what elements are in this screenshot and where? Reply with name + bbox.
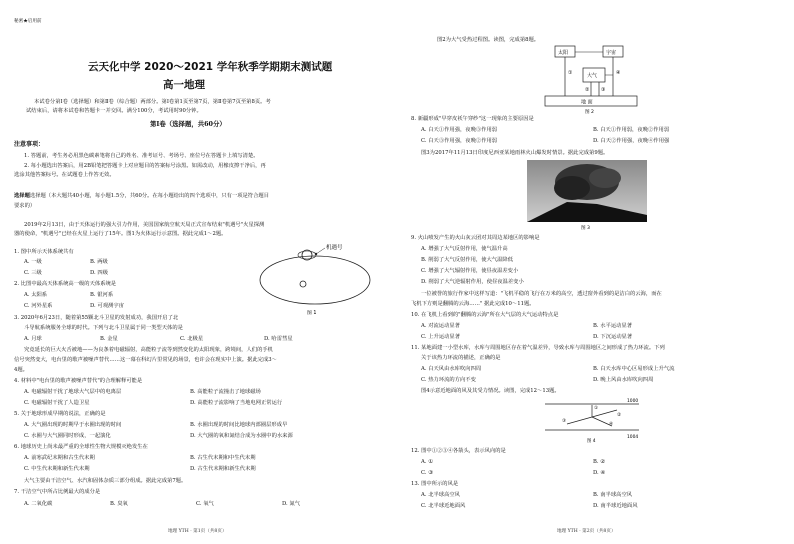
arrow-2 [592, 410, 617, 417]
fig4-a: ① [594, 406, 599, 411]
q10-opt-c: C. 上升运动显著 [421, 334, 461, 340]
fig4-d: ④ [609, 422, 614, 427]
exam-subtitle: 高一地理 [163, 79, 205, 91]
q4-opt-d: D. 高能粒子流影响了当地电网正常运行 [190, 400, 283, 406]
q3-opt-a: A. 月球 [24, 336, 42, 342]
q2-stem: 2. 比图中最高天体系统高一级的天体系统是 [14, 281, 117, 287]
q3-opt-c: C. 北极星 [180, 336, 204, 342]
q8-opt-b: B. 白天①作用弱，夜晚②作用弱 [593, 127, 670, 133]
q12-opt-c: C. ③ [421, 470, 433, 476]
q2-opt-a: A. 太阳系 [24, 292, 48, 298]
ash-cloud-dark [554, 176, 590, 200]
q6-stem: 6. 地球历史上尚未最严重的全球性生物大规模灭绝发生在 [14, 444, 148, 450]
q13-opt-b: B. 南半球高空风 [593, 492, 633, 498]
q13-opt-d: D. 南半球近地面风 [593, 503, 638, 509]
fig3-caption: 图 3 [581, 226, 590, 230]
q9-opt-d: D. 削弱了大气逆辐射作用，使昼夜温差变小 [421, 279, 524, 285]
q11-opt-c: C. 热力环流的方向不变 [421, 377, 476, 383]
q6-opt-a: A. 前寒武纪末期和古生代末期 [24, 455, 95, 461]
mars-orbit [260, 256, 370, 304]
q12-opt-a: A. ① [421, 459, 433, 465]
q6-opt-c: C. 中生代末期和新生代末期 [24, 466, 90, 472]
q4-stem: 4. 材料中"电台里的歌声被噪声替代"的合理解释可能是 [14, 378, 143, 384]
part1-title: 第Ⅰ卷（选择题，共60分） [150, 120, 226, 128]
q13-opt-a: A. 北半球高空风 [421, 492, 460, 498]
note-1: 1. 答题前，考生务必用黑色碳素笔将自己的姓名、准考证号、考场号、座位号在答题卡上填写清楚。 [24, 153, 259, 159]
fig4-c: ③ [562, 419, 567, 424]
intro-line-1: 本试卷分第Ⅰ卷（选择题）和第Ⅱ卷（综合题）两部分。第Ⅰ卷第1页至第7页，第Ⅱ卷第7页至第8页。考 [34, 99, 271, 105]
fig1-probe-label: 机遇号 [326, 245, 343, 251]
q8-opt-d: D. 白天②作用强，夜晚④作用强 [593, 138, 670, 144]
fig2-caption: 图 2 [585, 110, 594, 114]
q11-opt-d: D. 晚上风由水库吹向四周 [593, 377, 654, 383]
fig2-n1: ① [568, 70, 573, 76]
ash-cloud-light [589, 168, 621, 188]
fig1-caption: 图 1 [307, 311, 317, 316]
passage1-line-2: 器的使命，"机遇号"已经在火星上运行了15年。图1为火体运行示意图。据此完成1～2题。 [14, 231, 227, 237]
fig2-space-label: 宇宙 [606, 50, 617, 56]
choice-head-2: 要求的） [14, 203, 36, 209]
passage2-line-2: 信号突然变大，电台里的歌声被噪声替代……这一幕在科幻片里常见的场景，也许会在现实中上演。据此完成3～ [14, 357, 277, 363]
fig2-n4: ④ [616, 70, 621, 76]
q11-stem-1: 11. 某地面建一小型水库，水库与周围地区存在着气温差异，导致水库与周围地区之间形成了热力环流。下列 [411, 345, 665, 351]
q4-opt-a: A. 电磁辐射干扰了地球大气层中的电离层 [24, 389, 122, 395]
q3-stem-2: 斗导航系统服务全球的时代。下列与北斗卫星属于同一类型天体的是 [24, 325, 183, 331]
exam-page-2 [397, 0, 794, 544]
notes-title: 注意事项： [14, 141, 45, 148]
q10-opt-d: D. 下沉运动显著 [593, 334, 633, 340]
q4-opt-c: C. 电磁辐射干扰了人造卫星 [24, 400, 90, 406]
q11-opt-a: A. 白天风由水库吹向四周 [421, 366, 482, 372]
q13-opt-c: C. 北半球近地面风 [421, 503, 466, 509]
fig2-n3: ③ [601, 87, 606, 93]
q6-opt-b: B. 古生代末期和中生代末期 [190, 455, 256, 461]
fig4-b: ② [617, 413, 622, 418]
passage6: 图4示意近地面的风及其受力情况。读图，完成12～13题。 [421, 388, 560, 394]
probe-leader-line [316, 248, 325, 254]
passage4: 图3为2017年11月13日印度尼西亚某地雨林火山爆发时情景。据此完成第9题。 [421, 150, 609, 156]
q11-stem-2: 关于该热力环流的描述，正确的是 [421, 355, 501, 361]
q2-opt-c: C. 河外星系 [24, 303, 53, 309]
q1-stem: 1. 图中所示天体系统共有 [14, 249, 74, 255]
passage2-line-1: 究竟延长的巨大火舌被地——为良条着电磁辐射，高能粒子流等到然变化的太阳现象，跨境间，人们的手机 [24, 347, 273, 353]
q1-opt-d: D. 四级 [90, 270, 109, 276]
q6-opt-d: D. 古生代末期和新生代末期 [190, 466, 256, 472]
figure-1-orbit-diagram [255, 240, 385, 318]
intro-line-2: 试结束后，请将本试卷和答题卡一并交回。满分100分，考试用时90分钟。 [26, 108, 202, 114]
q10-opt-b: B. 水平运动显著 [593, 323, 633, 329]
page2-footer: 地理 YTH · 第2页（共8页） [557, 529, 616, 534]
probe-orbit [298, 251, 316, 259]
fig4-caption: 图 4 [587, 439, 596, 444]
passage5-line-1: 一位被誉的旅行作家中这样写道："飞机平稳的飞行在万米的高空，透过窗外看到的是洁白的云海，而在 [421, 291, 662, 297]
fig2-n2: ② [585, 87, 590, 93]
q10-opt-a: A. 对流运动显著 [421, 323, 460, 329]
passage5-line-2: 飞机下方则是翻腾的云海……" 据此完成10～11题。 [411, 301, 535, 307]
passage3: 大气主要由干洁空气、水汽和固体杂质三部分组成。据此完成第7题。 [24, 478, 187, 484]
fig2-intro: 图2为大气受热过程图。读图，完成第8题。 [437, 37, 540, 43]
q1-opt-c: C. 三级 [24, 270, 42, 276]
q5-opt-d: D. 大气圈的氧和氮结合成为水圈中的水来源 [190, 433, 293, 439]
q12-stem: 12. 图中①②③④各箭头，表示风向的是 [411, 448, 506, 454]
fig2-atm-label: 大气 [587, 73, 598, 79]
q5-opt-c: C. 水圈与大气圈同时形成，一起演化 [24, 433, 111, 439]
fig4-p1: 1000 [627, 399, 639, 404]
confidential-mark: 秘密★启用前 [14, 19, 42, 24]
q13-stem: 13. 图中所示的风是 [411, 481, 459, 487]
q3-opt-b: B. 金星 [100, 336, 118, 342]
passage2-line-3: 4题。 [14, 367, 28, 373]
q9-opt-a: A. 增强了大气反射作用，使气温升高 [421, 246, 508, 252]
q2-opt-d: D. 可观测宇宙 [90, 303, 124, 309]
q7-opt-b: B. 臭氧 [110, 501, 128, 507]
q8-stem: 8. 新疆形成"早穿皮袄午穿纱"这一现象的主要原因是 [411, 116, 534, 122]
q7-opt-a: A. 二氧化碳 [24, 501, 53, 507]
note-3: 选涂其他答案标号。在试题卷上作答无效。 [14, 172, 115, 178]
passage1-line-1: 2019年2月13日，由于天体运行的强大引力作用，美国国家航空航天局正式宣布结束"机遇号"火星探测 [24, 222, 265, 228]
q8-opt-a: A. 白天①作用强，夜晚③作用弱 [421, 127, 498, 133]
figure-3-volcano-photo [527, 160, 647, 230]
q2-opt-b: B. 银河系 [90, 292, 114, 298]
q5-opt-b: B. 水圈出现的时间比地球内部圈层形成早 [190, 422, 288, 428]
q7-opt-c: C. 氧气 [196, 501, 214, 507]
note-2: 2. 每小题选出答案后，用2B铅笔把答题卡上对应题目的答案标号涂黑。如需改动，用橡皮擦干净后，再 [24, 163, 266, 169]
q5-stem: 5. 关于地球形成早期的说法，正确的是 [14, 411, 106, 417]
page1-footer: 地理 YTH · 第1页（共8页） [168, 529, 227, 534]
figure-4-wind-diagram [537, 396, 647, 444]
q12-opt-d: D. ④ [593, 470, 606, 476]
q10-stem: 10. 在飞机上看到的"翻腾的云海"所在大气层的大气运动特点是 [411, 312, 559, 318]
figure-2-heating-diagram [535, 44, 645, 114]
q9-stem: 9. 火山喷发产生的火山灰云团对其周边某地区的影响是 [411, 235, 540, 241]
q7-opt-d: D. 氮气 [282, 501, 301, 507]
q4-opt-b: B. 高能粒子流撞击了地球磁场 [190, 389, 261, 395]
q12-opt-b: B. ② [593, 459, 606, 465]
q3-opt-d: D. 哈雷彗星 [264, 336, 293, 342]
fig4-p2: 1004 [627, 435, 639, 440]
q11-opt-b: B. 白天水库中心区易形成上升气流 [593, 366, 675, 372]
q1-opt-b: B. 两级 [90, 259, 108, 265]
q3-stem-1: 3. 2020年6月23日，随着第55颗北斗卫星的发射成功，我国开启了北 [14, 315, 179, 321]
choice-head-text: 选择题（本大题共40小题，每小题1.5分，共60分。在每小题给出的四个选项中，只有一项是符合题目 [29, 193, 269, 199]
exam-title: 云天化中学 2020～2021 学年秋季学期期末测试题 [88, 61, 333, 73]
central-body [300, 281, 306, 287]
arrow-3 [567, 417, 592, 424]
q8-opt-c: C. 白天③作用强，夜晚②作用弱 [421, 138, 498, 144]
fig2-ground-label: 地 面 [581, 99, 593, 106]
q7-stem: 7. 干洁空气中所占比例最大的成分是 [14, 489, 101, 495]
q5-opt-a: A. 大气圈出现的时期早于水圈出现的时间 [24, 422, 122, 428]
fig2-sun-label: 太阳 [558, 50, 569, 56]
q9-opt-b: B. 削弱了大气反射作用，使大气温降低 [421, 257, 514, 263]
q1-opt-a: A. 一级 [24, 259, 42, 265]
choice-head: 选择题选择题（本大题共40小题，每小题1.5分，共60分。在每小题给出的四个选项中，只有一项是符合题目 [14, 193, 269, 199]
q9-opt-c: C. 增强了大气辐射作用，使昼夜温差变小 [421, 268, 519, 274]
